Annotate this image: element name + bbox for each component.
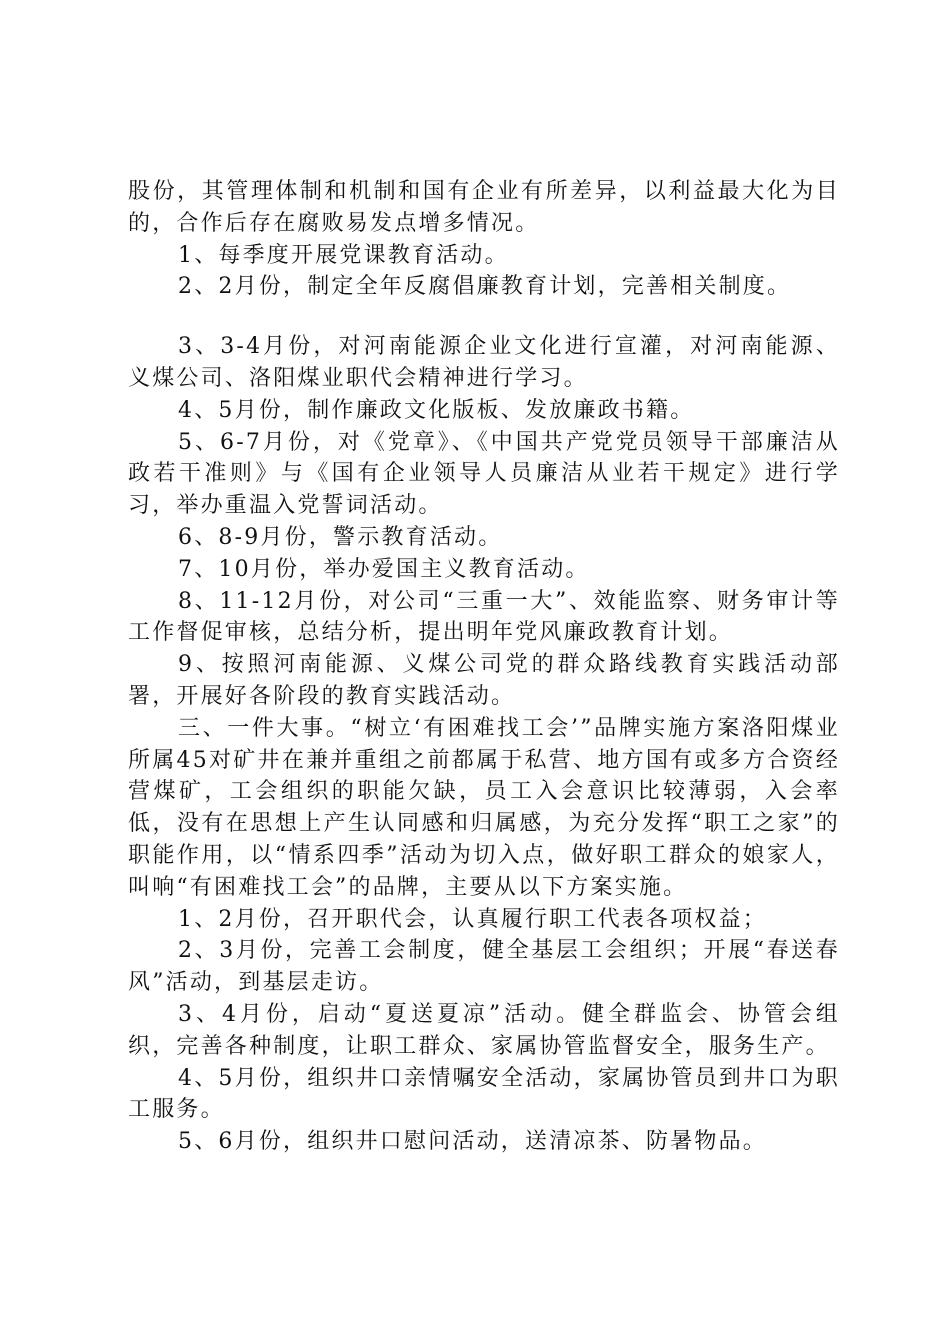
- paragraph-plan-4: 4、5月份，组织井口亲情嘱安全活动，家属协管员到井口为职工服务。: [128, 1065, 840, 1123]
- paragraph-gap: [128, 303, 840, 331]
- paragraph-item-3: 3、3-4月份，对河南能源企业文化进行宣灌，对河南能源、义煤公司、洛阳煤业职代会精神进行学习。: [128, 334, 840, 391]
- paragraph-item-4: 4、5月份，制作廉政文化版板、发放廉政书籍。: [178, 397, 695, 423]
- paragraph-plan-2: 2、3月份，完善工会制度，健全基层工会组织；开展“春送春风”活动，到基层走访。: [128, 938, 840, 996]
- paragraph-plan-1: 1、2月份，召开职代会，认真履行职工代表各项权益；: [178, 906, 767, 932]
- paragraph-plan-5: 5、6月份，组织井口慰问活动，送清凉茶、防暑物品。: [178, 1129, 767, 1155]
- paragraph-section-three: 三、一件大事。“树立‘有困难找工会’”品牌实施方案洛阳煤业所属45对矿井在兼并重组之前都属于私营、地方国有或多方合资经营煤矿，工会组织的职能欠缺，员工入会意识比较薄弱，入会率低，没有在思想上产生认同感和归属感，为充分发挥“职工之家”的职能作用，以“情系四季”活动为切入点，做好职工群众的娘家人，叫响“有困难找工会”的品牌，主要从以下方案实施。: [128, 715, 840, 900]
- paragraph-item-9: 9、按照河南能源、义煤公司党的群众路线教育实践活动部署，开展好各阶段的教育实践活动。: [128, 652, 840, 709]
- paragraph-item-8: 8、11-12月份，对公司“三重一大”、效能监察、财务审计等工作督促审核，总结分析，提出明年党风廉政教育计划。: [128, 588, 840, 646]
- paragraph-intro: 股份，其管理体制和机制和国有企业有所差异，以利益最大化为目的，合作后存在腐败易发点增多情况。: [128, 179, 840, 236]
- paragraph-item-2: 2、2月份，制定全年反腐倡廉教育计划，完善相关制度。: [178, 274, 792, 300]
- paragraph-item-5: 5、6-7月份，对《党章》、《中国共产党党员领导干部廉洁从政若干准则》与《国有企业领导人员廉洁从业若干规定》进行学习，举办重温入党誓词活动。: [128, 429, 840, 519]
- paragraph-plan-3: 3、4月份，启动“夏送夏凉”活动。健全群监会、协管会组织，完善各种制度，让职工群众、家属协管监督安全，服务生产。: [128, 1001, 840, 1059]
- document-body: [128, 176, 840, 1158]
- paragraph-item-6: 6、8-9月份，警示教育活动。: [178, 524, 503, 550]
- paragraph-item-7: 7、10月份，举办爱国主义教育活动。: [178, 556, 590, 582]
- paragraph-item-1: 1、每季度开展党课教育活动。: [178, 242, 509, 268]
